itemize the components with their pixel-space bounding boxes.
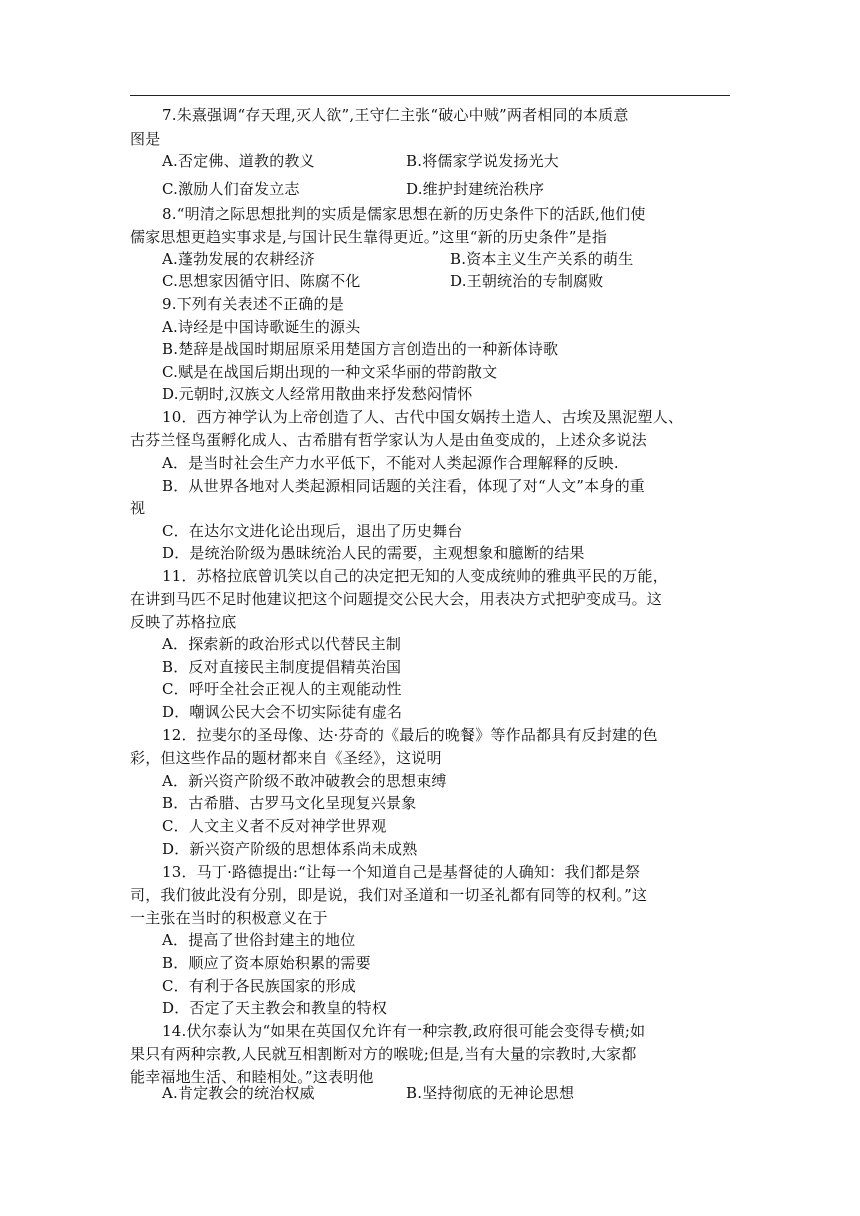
q10-stem-line-1: 10．西方神学认为上帝创造了人、古代中国女娲抟土造人、古埃及黑泥塑人、	[162, 408, 684, 426]
q11-option-c: C．呼吁全社会正视人的主观能动性	[162, 680, 402, 698]
q11-option-d: D．嘲讽公民大会不切实际徒有虚名	[162, 703, 403, 721]
q13-option-d: D．否定了天主教会和教皇的特权	[162, 999, 388, 1017]
q9-stem-line-1: 9.下列有关表述不正确的是	[162, 295, 344, 313]
q13-stem-line-3: 一主张在当时的积极意义在于	[130, 909, 328, 927]
q13-option-b: B．顺应了资本原始积累的需要	[162, 954, 371, 972]
q7-stem-line-1: 7.朱熹强调“存天理,灭人欲”,王守仁主张“破心中贼”两者相同的本质意	[162, 106, 629, 124]
q11-stem-line-3: 反映了苏格拉底	[130, 613, 237, 631]
q12-option-c: C．人文主义者不反对神学世界观	[162, 817, 387, 835]
q11-stem-line-1: 11．苏格拉底曾讥笑以自己的决定把无知的人变成统帅的雅典平民的万能，	[162, 567, 668, 585]
q8-option-c: C.思想家因循守旧、陈腐不化	[162, 272, 361, 290]
q13-option-a: A．提高了世俗封建主的地位	[162, 931, 356, 949]
q8-option-b: B.资本主义生产关系的萌生	[450, 250, 634, 268]
q14-stem-line-2: 果只有两种宗教,人民就互相割断对方的喉咙;但是,当有大量的宗教时,大家都	[130, 1045, 637, 1063]
q8-stem-line-1: 8.“明清之际思想批判的实质是儒家思想在新的历史条件下的活跃,他们使	[162, 205, 646, 223]
q10-option-a: A．是当时社会生产力水平低下，不能对人类起源作合理解释的反映.	[162, 454, 619, 472]
q13-option-c: C．有利于各民族国家的形成	[162, 977, 357, 995]
q7-option-a: A.否定佛、道教的教义	[162, 152, 315, 170]
q10-option-b: B．从世界各地对人类起源相同话题的关注看，体现了对“人文”本身的重	[162, 477, 645, 495]
q10-option-b-continued: 视	[130, 499, 146, 517]
q9-option-a: A.诗经是中国诗歌诞生的源头	[162, 318, 361, 336]
q8-option-d: D.王朝统治的专制腐败	[450, 272, 604, 290]
q14-stem-line-3: 能幸福地生活、和睦相处。”这表明他	[130, 1068, 374, 1086]
q10-option-c: C．在达尔文进化论出现后，退出了历史舞台	[162, 522, 463, 540]
q13-stem-line-1: 13．马丁·路德提出:“让每一个知道自己是基督徒的人确知：我们都是祭	[162, 863, 641, 881]
q9-option-b: B.楚辞是战国时期屈原采用楚国方言创造出的一种新体诗歌	[162, 340, 559, 358]
q14-option-a: A.肯定教会的统治权威	[162, 1084, 315, 1102]
q8-stem-line-2: 儒家思想更趋实事求是,与国计民生靠得更近。”这里“新的历史条件”是指	[130, 228, 608, 246]
q10-stem-line-2: 古芬兰怪鸟蛋孵化成人、古希腊有哲学家认为人是由鱼变成的，上述众多说法	[130, 431, 647, 449]
q14-option-b: B.坚持彻底的无神论思想	[406, 1084, 575, 1102]
q12-option-b: B．古希腊、古罗马文化呈现复兴景象	[162, 794, 417, 812]
q11-stem-line-2: 在讲到马匹不足时他建议把这个问题提交公民大会，用表决方式把驴变成马。这	[130, 590, 663, 608]
header-rule	[130, 95, 730, 96]
q11-option-b: B．反对直接民主制度提倡精英治国	[162, 658, 402, 676]
q11-option-a: A．探索新的政治形式以代替民主制	[162, 635, 402, 653]
q7-option-b: B.将儒家学说发扬光大	[406, 152, 559, 170]
q12-option-d: D．新兴资产阶级的思想体系尚未成熟	[162, 840, 418, 858]
q8-option-a: A.蓬勃发展的农耕经济	[162, 250, 315, 268]
q12-option-a: A．新兴资产阶级不敢冲破教会的思想束缚	[162, 772, 447, 790]
q7-option-d: D.维护封建统治秩序	[406, 180, 545, 198]
q14-stem-line-1: 14.伏尔泰认为“如果在英国仅允许有一种宗教,政府很可能会变得专横;如	[162, 1022, 646, 1040]
q7-stem-line-2: 图是	[130, 130, 161, 148]
q12-stem-line-1: 12．拉斐尔的圣母像、达·芬奇的《最后的晚餐》等作品都具有反封建的色	[162, 726, 658, 744]
q10-option-d: D．是统治阶级为愚昧统治人民的需要，主观想象和臆断的结果	[162, 544, 585, 562]
q13-stem-line-2: 司，我们彼此没有分别，即是说，我们对圣道和一切圣礼都有同等的权利。”这	[130, 886, 648, 904]
q9-option-d: D.元朝时,汉族文人经常用散曲来抒发愁闷情怀	[162, 385, 473, 403]
q9-option-c: C.赋是在战国后期出现的一种文采华丽的带韵散文	[162, 363, 498, 381]
q7-option-c: C.激励人们奋发立志	[162, 180, 300, 198]
q12-stem-line-2: 彩，但这些作品的题材都来自《圣经》，这说明	[130, 749, 442, 767]
